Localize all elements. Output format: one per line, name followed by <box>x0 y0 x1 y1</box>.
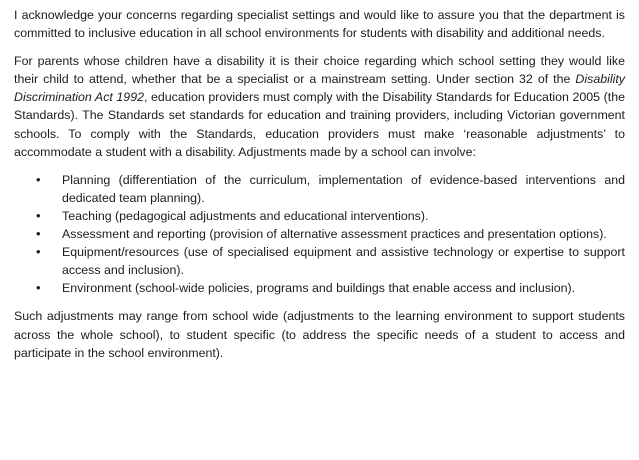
list-item-text: Teaching (pedagogical adjustments and educational interventions). <box>62 208 429 223</box>
act-title: Disability Discrimination Act 1992 <box>14 72 625 105</box>
bullet-icon: • <box>36 244 41 260</box>
list-item-text: Environment (school-wide policies, programs and buildings that enable access and inclusion). <box>62 281 576 296</box>
bullet-icon: • <box>36 226 41 242</box>
list-item-equipment <box>14 243 625 279</box>
list-item-text: Equipment/resources (use of specialised equipment and assistive technology or expertise to support access and inclusion). <box>62 245 625 278</box>
paragraph-standards-body: , education providers must comply with the Disability Standards for Education 2005 (the Standards). The Standards set standards for education and training providers, including Victorian government schools. To comply with the Standards, education providers must make ‘reasonable adjustments’ to accommodate a student with a disability. Adjustments made by a school can involve: <box>14 90 625 159</box>
paragraph-adjustment-range: Such adjustments may range from school wide (adjustments to the learning environment to support students across the whole school), to student specific (to address the specific needs of a student to access and participate in the school environment). <box>14 309 625 360</box>
bullet-icon: • <box>36 280 41 296</box>
bullet-icon: • <box>36 171 41 187</box>
list-item-environment <box>14 279 625 297</box>
list-item-teaching <box>14 207 625 225</box>
paragraph-standards <box>14 52 625 161</box>
list-item-text: Assessment and reporting (provision of alternative assessment practices and presentation options). <box>62 227 607 242</box>
paragraph-standards-intro: For parents whose children have a disability it is their choice regarding which school setting they would like their child to attend, whether that be a specialist or a mainstream setting. Under section 32 of the <box>14 54 625 87</box>
adjustments-list <box>14 171 625 298</box>
list-item-assessment <box>14 225 625 243</box>
list-item-text: Planning (differentiation of the curriculum, implementation of evidence-based interventions and dedicated team planning). <box>62 172 625 205</box>
list-item-planning <box>14 171 625 207</box>
bullet-icon: • <box>36 207 41 223</box>
paragraph-commitment: I acknowledge your concerns regarding specialist settings and would like to assure you that the department is committed to inclusive education in all school environments for students with disability and additional needs. <box>14 8 625 41</box>
